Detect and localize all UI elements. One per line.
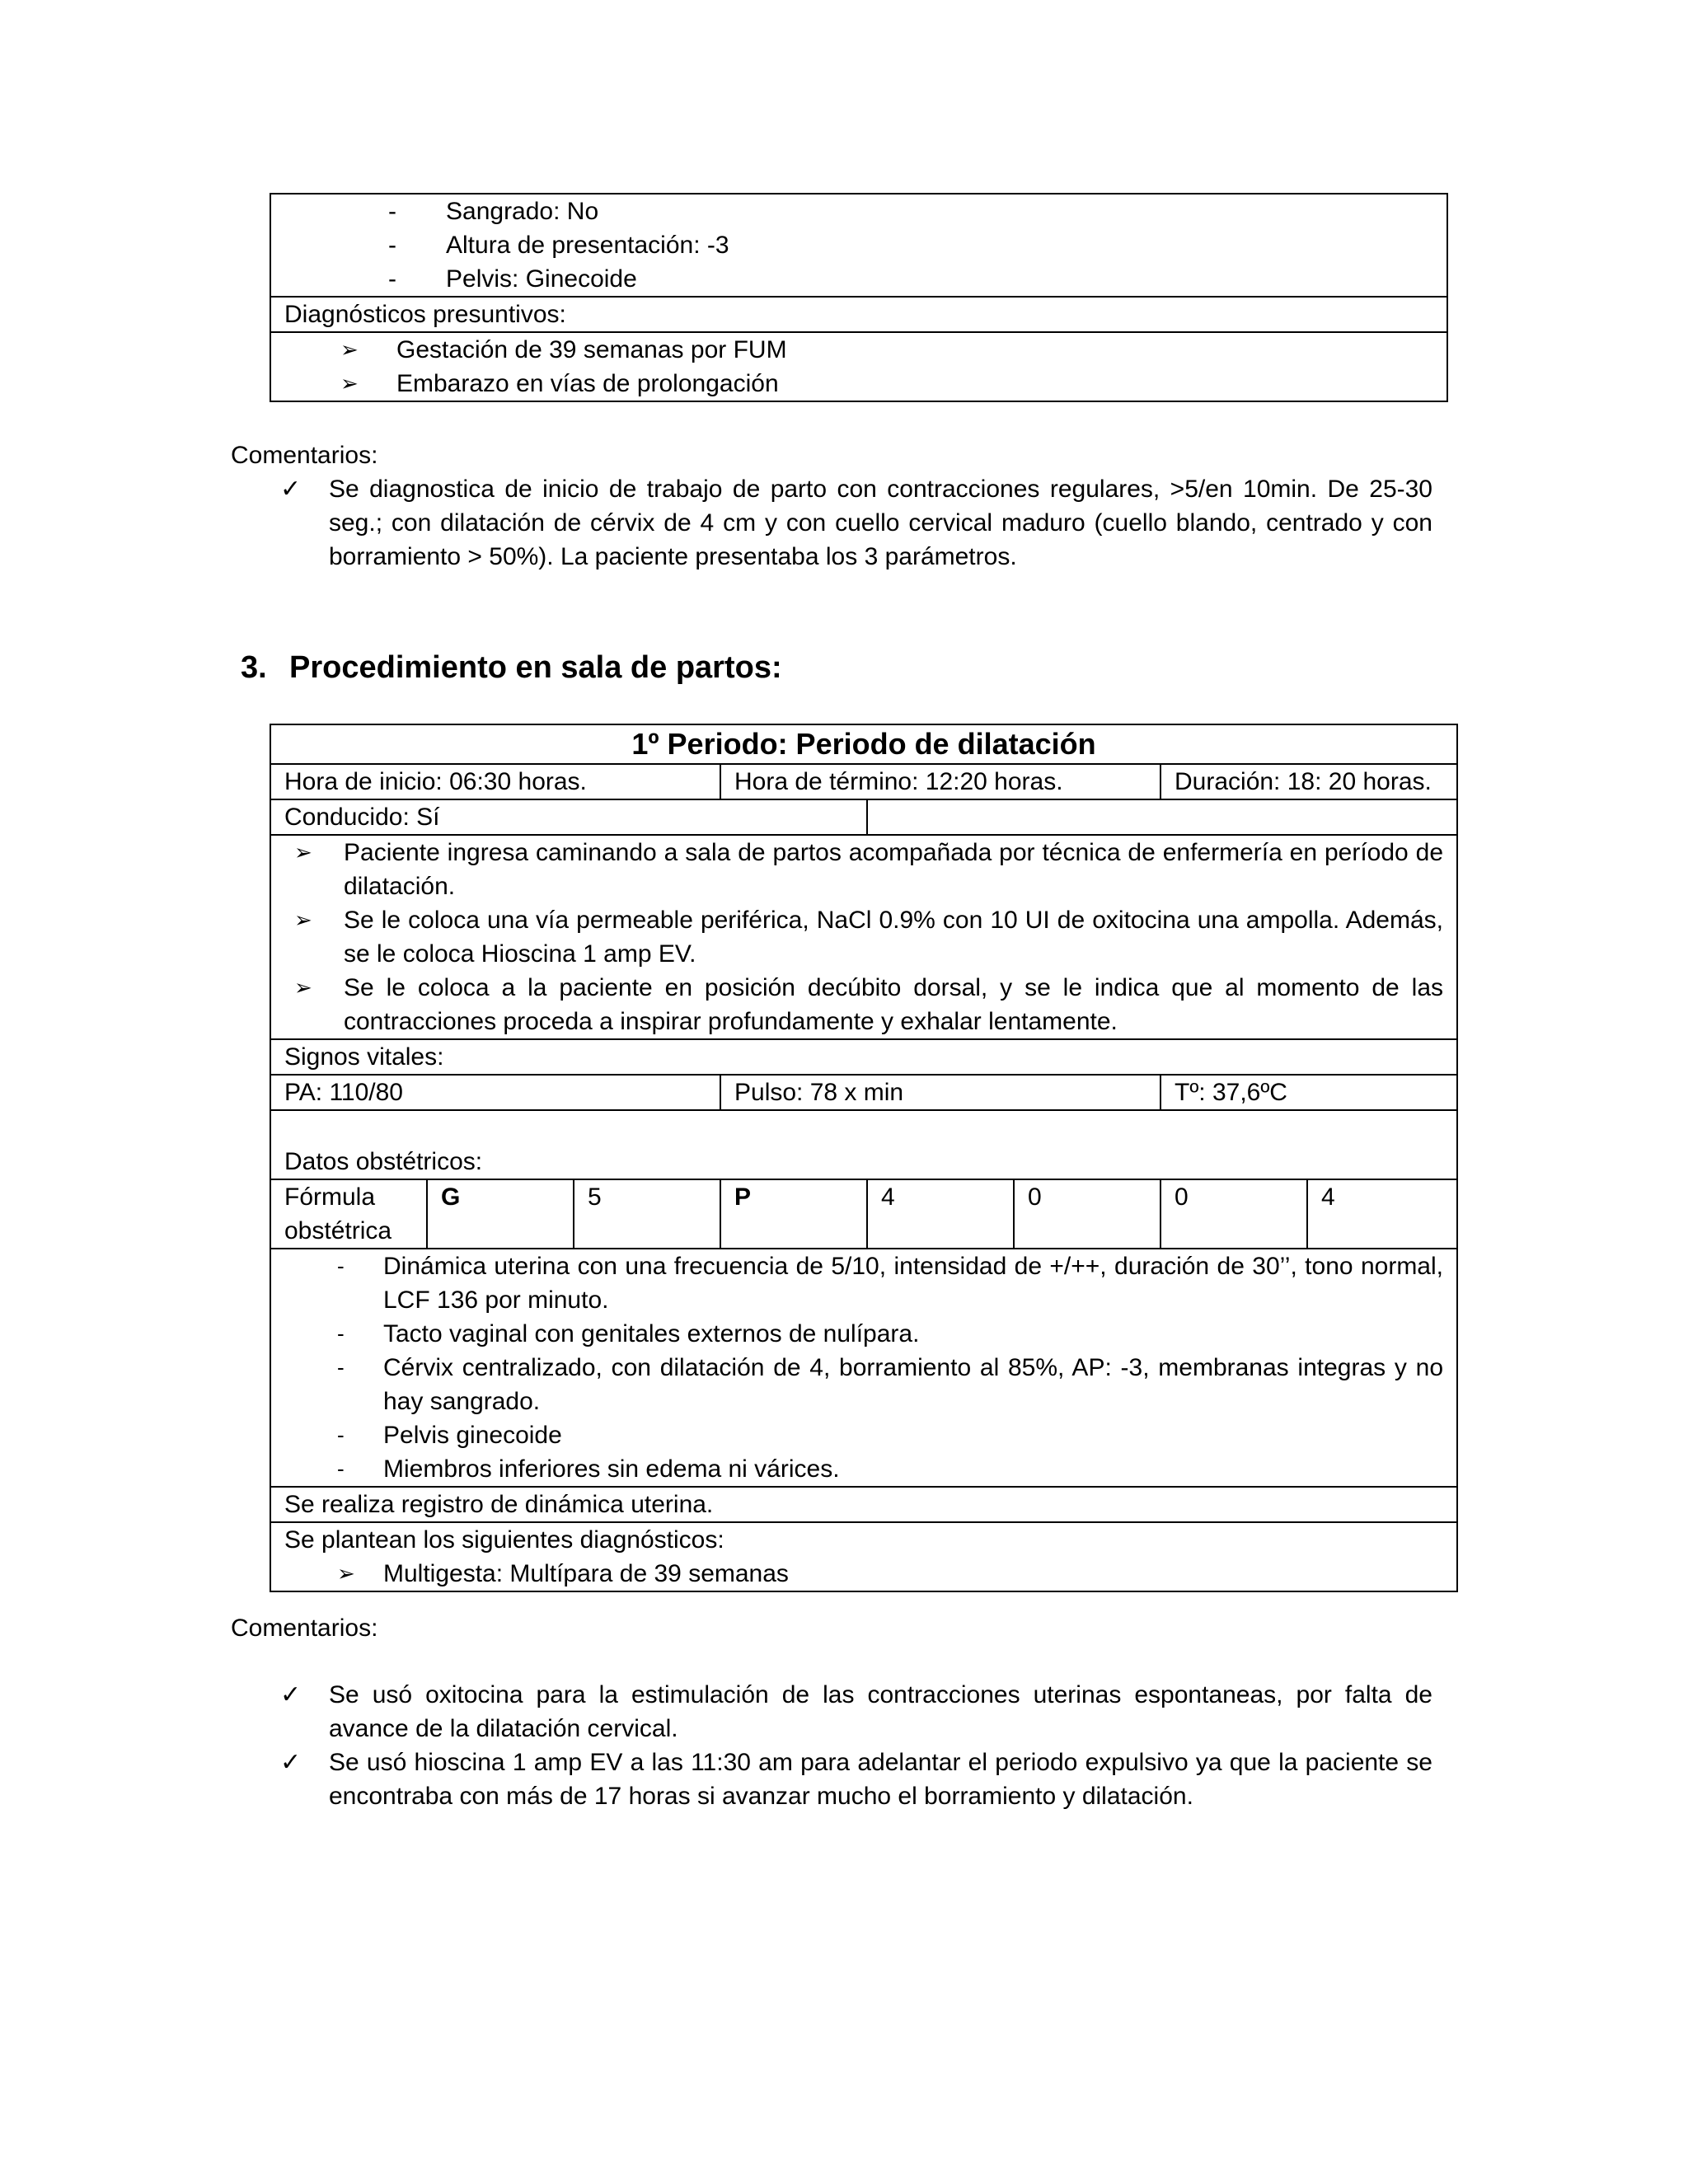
list-item [280,472,1432,574]
checkmark-icon: ✓ [280,1681,302,1708]
vitals-label: Signos vitales: [270,1039,1457,1075]
arrow-bullet-icon: ➢ [340,337,359,362]
dash-marker: - [337,1456,345,1481]
conducted-row [270,799,1457,835]
exam-item-text: Altura de presentación: -3 [446,232,729,259]
list-item [284,333,1433,367]
arrow-bullet-icon: ➢ [294,907,312,932]
list-item [280,1746,1432,1813]
comment-text: Se usó oxitocina para la estimulación de las contracciones uterinas espontaneas, por falta de avance de la dilatación cervical. [329,1681,1432,1742]
list-item [284,1418,1443,1452]
list-item [284,194,1433,228]
list-item [284,1452,1443,1486]
diagnoses-label-row [270,297,1447,332]
dash-marker: - [337,1254,345,1278]
start-time: Hora de inicio: 06:30 horas. [270,764,720,799]
end-time: Hora de término: 12:20 horas. [720,764,1160,799]
diagnosis-text: Embarazo en vías de prolongación [396,370,779,397]
formula-p-label: P [720,1179,867,1249]
conducted: Conducido: Sí [270,799,867,835]
temperature: Tº: 37,6ºC [1160,1075,1457,1110]
diagnosis-text: Multigesta: Multípara de 39 semanas [383,1560,789,1587]
obstetric-label-row [270,1110,1457,1179]
times-row [270,764,1457,799]
list-item [284,1557,1443,1591]
section-heading [241,647,782,688]
comments-label: Comentarios: [231,1615,378,1642]
vitals-label-row [270,1039,1457,1075]
vitals-row [270,1075,1457,1110]
obstetric-label: Datos obstétricos: [284,1148,483,1175]
diagnoses-row [270,332,1447,401]
actions-list [284,836,1443,1038]
finding-text: Miembros inferiores sin edema ni várices. [383,1455,840,1483]
proc-diagnoses-label: Se plantean los siguientes diagnósticos: [284,1526,724,1554]
pulse: Pulso: 78 x min [720,1075,1160,1110]
formula-p-term: 4 [867,1179,1014,1249]
formula-p-abortions: 0 [1160,1179,1307,1249]
actions-row [270,835,1457,1039]
list-item [284,1317,1443,1351]
arrow-bullet-icon: ➢ [294,975,312,1000]
spacer [284,1111,1443,1145]
action-text: Se le coloca a la paciente en posición decúbito dorsal, y se le indica que al momento de las contracciones proceda a inspirar profundamente y exhalar lentamente. [344,974,1443,1035]
checkmark-icon: ✓ [280,1749,302,1776]
dash-marker: - [337,1355,345,1380]
findings-list [284,1249,1443,1486]
dash-marker: - [388,265,396,293]
comment-text: Se diagnostica de inicio de trabajo de parto con contracciones regulares, >5/en 10min. De 25-30 seg.; con dilatación de cérvix de 4 cm y con cuello cervical maduro (cuello blando, centrado y con borramiento > 50%). La paciente presentaba los 3 parámetros. [329,476,1432,570]
empty-cell [867,799,1457,835]
arrow-bullet-icon: ➢ [337,1561,355,1586]
blood-pressure: PA: 110/80 [270,1075,720,1110]
duration: Duración: 18: 20 horas. [1160,764,1457,799]
list-item [284,903,1443,971]
procedure-table [270,724,1458,1592]
exam-item-text: Pelvis: Ginecoide [446,265,637,293]
exam-row [270,194,1447,297]
finding-text: Dinámica uterina con una frecuencia de 5/10, intensidad de +/++, duración de 30’’, tono normal, LCF 136 por minuto. [383,1253,1443,1314]
section-number: 3. [241,650,267,685]
section-title: Procedimiento en sala de partos: [289,650,782,685]
obstetric-label-cell [270,1110,1457,1179]
exam-table [270,193,1448,402]
list-item [280,1678,1432,1746]
exam-list [284,194,1433,296]
finding-text: Tacto vaginal con genitales externos de nulípara. [383,1320,920,1347]
finding-text: Pelvis ginecoide [383,1422,562,1449]
list-item [284,836,1443,903]
dash-marker: - [388,232,396,259]
list-item [284,228,1433,262]
dash-marker: - [337,1422,345,1447]
comments-list [280,472,1432,574]
comments-label: Comentarios: [231,442,378,469]
registry-text: Se realiza registro de dinámica uterina. [270,1487,1457,1522]
list-item [284,367,1433,401]
checkmark-icon: ✓ [280,476,302,503]
comment-text: Se usó hioscina 1 amp EV a las 11:30 am para adelantar el periodo expulsivo ya que la paciente se encontraba con más de 17 horas si avanzar mucho el borramiento y dilatación. [329,1749,1432,1810]
title-row [270,724,1457,764]
diagnoses-label: Diagnósticos presuntivos: [270,297,1447,332]
finding-text: Cérvix centralizado, con dilatación de 4, borramiento al 85%, AP: -3, membranas integras y no hay sangrado. [383,1354,1443,1415]
formula-g-label: G [427,1179,574,1249]
action-text: Paciente ingresa caminando a sala de partos acompañada por técnica de enfermería en período de dilatación. [344,839,1443,900]
proc-diagnoses-list [284,1557,1443,1591]
formula-g-value: 5 [574,1179,720,1249]
formula-label: Fórmula obstétrica [270,1179,427,1249]
list-item [284,971,1443,1038]
list-item [284,262,1433,296]
proc-diagnoses-row [270,1522,1457,1591]
list-item [284,1249,1443,1317]
exam-item-text: Sangrado: No [446,198,599,225]
list-item [284,1351,1443,1418]
formula-row [270,1179,1457,1249]
formula-p-living: 4 [1307,1179,1457,1249]
diagnosis-text: Gestación de 39 semanas por FUM [396,336,787,363]
registry-row [270,1487,1457,1522]
dash-marker: - [337,1321,345,1346]
formula-p-preterm: 0 [1014,1179,1160,1249]
diagnoses-list [284,333,1433,401]
dash-marker: - [388,198,396,225]
arrow-bullet-icon: ➢ [294,840,312,865]
comments-list [280,1678,1432,1813]
period-title: 1º Periodo: Periodo de dilatación [270,724,1457,764]
action-text: Se le coloca una vía permeable periférica, NaCl 0.9% con 10 UI de oxitocina una ampolla. Además, se le coloca Hioscina 1 amp EV. [344,907,1443,968]
findings-row [270,1249,1457,1487]
arrow-bullet-icon: ➢ [340,371,359,396]
